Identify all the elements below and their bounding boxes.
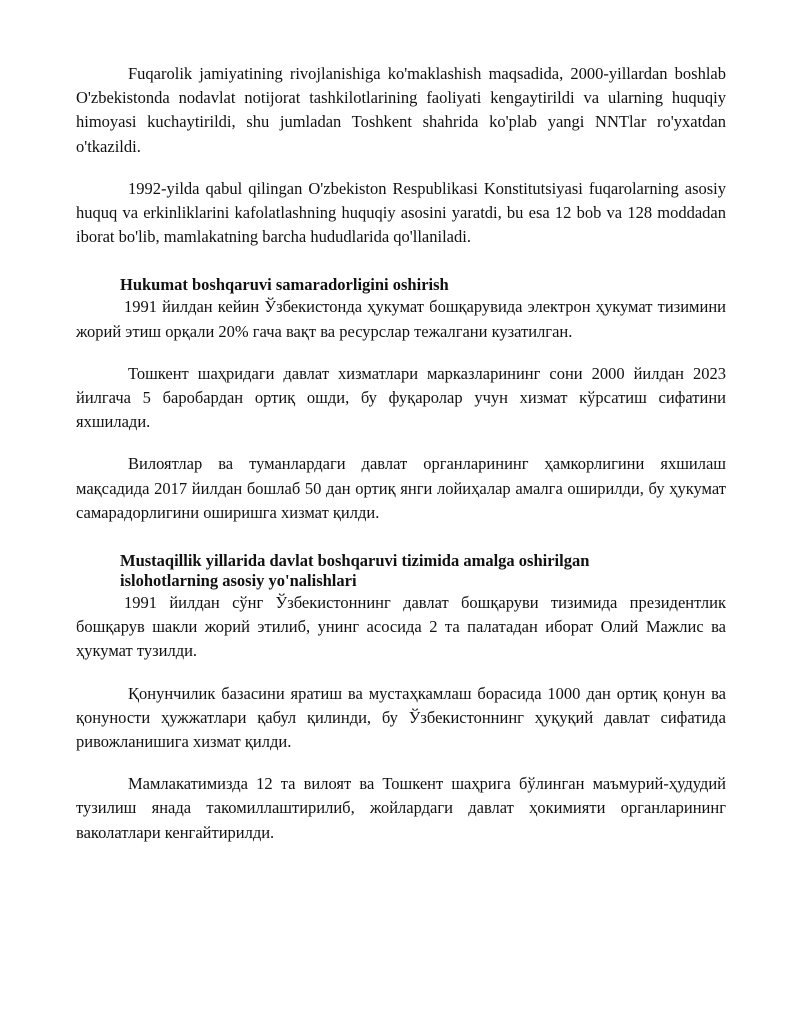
paragraph: 1992-yilda qabul qilingan O'zbekiston Respublikasi Konstitutsiyasi fuqarolarning asosiy huquq va erkinliklarini kafolatlashning huquqiy asosini yaratdi, bu esa 12 bob va 128 moddadan iborat bo'lib, mamlakatning barcha hududlarida qo'llaniladi.: [76, 178, 726, 247]
paragraph: Мамлакатимизда 12 та вилоят ва Тошкент шаҳрига бўлинган маъмурий-ҳудудий тузилиш янада такомиллаштирилиб, жойлардаги давлат ҳокимияти органларининг ваколатлари кенгайтирилди.: [76, 774, 726, 842]
paragraph: 1991 йилдан сўнг Ўзбекистоннинг давлат бошқаруви тизимида президентлик бошқарув шакли жорий этилиб, унинг асосида 2 та палатадан иборат Олий Мажлис ва ҳукумат тузилди.: [76, 593, 726, 661]
paragraph: Тошкент шаҳридаги давлат хизматлари марказларининг сони 2000 йилдан 2023 йилгача 5 баробардан ортиқ ошди, бу фуқаролар учун хизмат кўрсатиш сифатини яхшилади.: [76, 363, 726, 432]
section-heading-line: islohotlarning asosiy yo'nalishlari: [120, 571, 357, 591]
paragraph: 1991 йилдан кейин Ўзбекистонда ҳукумат бошқарувида электрон ҳукумат тизимини жорий этиш орқали 20% гача вақт ва ресурслар тежалгани кузатилган.: [76, 297, 726, 341]
paragraph: Қонунчилик базасини яратиш ва мустаҳкамлаш борасида 1000 дан ортиқ қонун ва қонуности ҳужжатлари қабул қилинди, бу Ўзбекистоннинг ҳуқуқий давлат сифатида ривожланишига хизмат қилди.: [76, 683, 726, 752]
document-page: [76, 62, 726, 845]
section-heading: Hukumat boshqaruvi samaradorligini oshirish: [120, 275, 449, 295]
paragraph: Fuqarolik jamiyatining rivojlanishiga ko'maklashish maqsadida, 2000-yillardan boshlab O'zbekistonda nodavlat notijorat tashkilotlarining faoliyati kengaytirildi va ularning huquqiy himoyasi kuchaytirildi, shu jumladan Toshkent shahrida ko'plab yangi NNTlar ro'yxatdan o'tkazildi.: [76, 64, 726, 156]
section-heading: [76, 551, 726, 591]
section-heading-line: Mustaqillik yillarida davlat boshqaruvi tizimida amalga oshirilgan: [120, 551, 590, 571]
paragraph: Вилоятлар ва туманлардаги давлат органларининг ҳамкорлигини яхшилаш мақсадида 2017 йилдан бошлаб 50 дан ортиқ янги лойиҳалар амалга оширилди, бу ҳукумат самарадорлигини оширишга хизмат қилди.: [76, 454, 726, 522]
